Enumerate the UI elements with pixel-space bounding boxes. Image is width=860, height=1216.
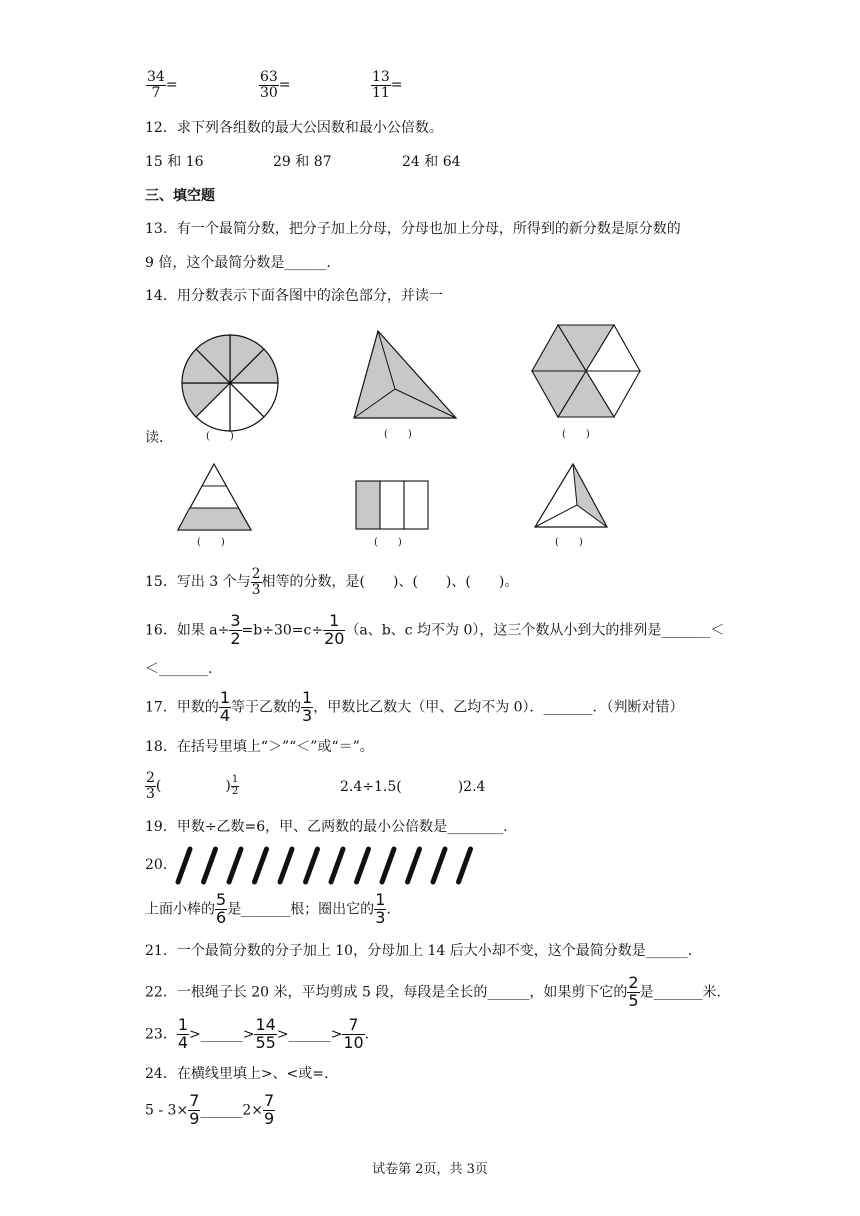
question-13-line2: 9 倍，这个最简分数是______.	[145, 255, 331, 271]
circle-eighths-figure	[180, 333, 280, 433]
question-13-line1: 13．有一个最简分数，把分子加上分母，分母也加上分母，所得到的新分数是原分数的	[145, 221, 681, 237]
q18-expr-2: 2.4÷1.5( )2.4	[340, 779, 486, 795]
stick	[255, 849, 267, 882]
stick	[459, 849, 471, 882]
hexagon-sixths-figure	[530, 324, 642, 420]
question-23: 23． $\frac{1}{4}$ >______> $\frac{14}{55}$ >______> $\frac{7}{10}$ .	[145, 1015, 370, 1052]
answer-paren-6: ( )	[555, 537, 583, 548]
answer-paren-4: ( )	[197, 537, 225, 548]
q24-expression: 5 - 3× $\frac{7}{9}$ ______2× $\frac{7}{9}$	[145, 1091, 275, 1128]
q18-expr-1: $\frac{2}{3}$ ( ) $\frac{1}{2}$	[146, 770, 239, 802]
answer-paren-3: ( )	[562, 429, 590, 440]
question-16-line2: ＜_______.	[145, 661, 213, 677]
q12-group-3: 24 和 64	[402, 154, 461, 170]
q12-group-2: 29 和 87	[273, 154, 332, 170]
question-16: 16．如果 a÷ $\frac{3}{2}$ =b÷30=c÷ $\frac{1}{20}$ （a、b、c 均不为 0），这三个数从小到大的排列是_______＜	[145, 611, 725, 648]
q12-group-1: 15 和 16	[145, 154, 204, 170]
fraction-63-30: $\frac{63}{30}$ =	[260, 69, 291, 101]
question-18: 18．在括号里填上“＞”“＜”或“＝”。	[145, 739, 374, 755]
stick	[229, 849, 241, 882]
stick	[331, 849, 343, 882]
question-12: 12．求下列各组数的最大公因数和最小公倍数。	[145, 120, 443, 136]
fraction-34-7: $\frac{34}{7}$ =	[147, 69, 178, 101]
stick	[280, 849, 292, 882]
stick	[306, 849, 318, 882]
question-21: 21．一个最简分数的分子加上 10，分母加上 14 后大小却不变，这个最简分数是______.	[145, 943, 693, 959]
stick	[178, 849, 190, 882]
stick	[433, 849, 445, 882]
answer-paren-5: ( )	[374, 537, 402, 548]
layered-triangle-figure	[177, 464, 253, 532]
question-20-text: 上面小棒的 $\frac{5}{6}$ 是_______根；圈出它的 $\frac{1}{3}$ .	[145, 890, 391, 927]
fraction-13-11: $\frac{13}{11}$ =	[372, 69, 403, 101]
rectangle-thirds-figure	[355, 480, 431, 530]
sticks-figure	[170, 846, 490, 886]
stick	[204, 849, 216, 882]
read-label: 读．	[145, 430, 173, 446]
answer-paren-2: ( )	[384, 429, 412, 440]
triangle-thirds-figure	[352, 331, 462, 421]
section-title: 三、填空题	[145, 188, 215, 204]
question-24: 24．在横线里填上>、<或=.	[145, 1066, 329, 1082]
question-20-label: 20．	[145, 857, 177, 873]
answer-paren-1: ( )	[206, 431, 234, 442]
question-15: 15．写出 3 个与 $\frac{2}{3}$ 相等的分数，是( )、( )、( )。	[145, 566, 519, 598]
stick	[408, 849, 420, 882]
question-14: 14．用分数表示下面各图中的涂色部分，并读一	[145, 288, 443, 304]
stick	[382, 849, 394, 882]
page-footer: 试卷第 2页，共 3页	[372, 1162, 488, 1177]
small-triangle-figure	[533, 463, 609, 529]
question-19: 19．甲数÷乙数=6，甲、乙两数的最小公倍数是________.	[145, 819, 508, 835]
question-22: 22．一根绳子长 20 米，平均剪成 5 段，每段是全长的______，如果剪下它的 $\frac{2}{5}$ 是_______米.	[145, 973, 721, 1010]
stick	[357, 849, 369, 882]
question-17: 17．甲数的 $\frac{1}{4}$ 等于乙数的 $\frac{1}{3}$ ，甲数比乙数大（甲、乙均不为 0）．_______．（判断对错）	[145, 688, 684, 725]
